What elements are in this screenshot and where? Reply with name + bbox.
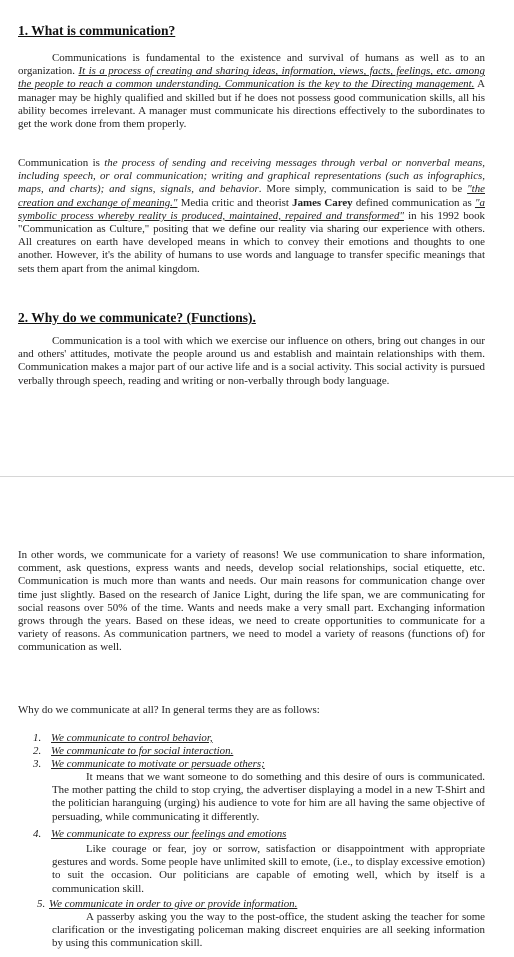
- inline-link-quote[interactable]: "the creation and exchange of meaning.": [18, 183, 485, 209]
- list-item: [33, 828, 286, 841]
- list-item: [33, 745, 233, 758]
- list-number: 1.: [33, 732, 42, 744]
- paragraph-communication-tool: Communication is a tool with which we exercise our influence on others, bring out changes in our and others' attitudes, motivate the people around us and establish and maintain relationships with them. Communication makes a major part of our active life and is a social activity. This social activity is pursued verbally through speech, reading and writing or non-verbally through body language.: [18, 335, 485, 387]
- inline-link-definition[interactable]: It is a process of creating and sharing ideas, information, views, facts, feelings, etc. among the people to reach a common understanding. Communication is the key to the Directing management.: [18, 65, 485, 91]
- paragraph-text: . More simply, communication is said to be: [258, 183, 463, 196]
- list-item-description: A passerby asking you the way to the post-office, the student asking the teacher for some clarification or the investigating policeman making discreet enquiries are all seeking information by using this communication skill.: [52, 911, 485, 950]
- list-item-description: It means that we want someone to do something and this desire of ours is communicated. The mother patting the child to stop crying, the advertiser displaying a model in a new T-Shirt and the politician haranguing (urging) his audience to vote for him are all having the same objective of persuading, while communicating it differently.: [52, 771, 485, 823]
- list-item: [37, 898, 297, 911]
- list-item-description: Like courage or fear, joy or sorrow, satisfaction or disappointment with appropriate gestures and words. Some people have unlimited skill to emote, (i.e., to display excessive emotion) to suit the occasion. Our politicians are capable of emoting well, which by itself is a communication skill.: [52, 843, 485, 895]
- list-number: 2.: [33, 745, 42, 757]
- list-link[interactable]: We communicate to motivate or persuade others;: [51, 758, 265, 770]
- list-link[interactable]: We communicate to control behavior,: [51, 732, 213, 744]
- document-page-2: [0, 477, 514, 957]
- paragraph-text: Communications is fundamental to the existence and survival of humans as well as to an organization.: [18, 52, 485, 78]
- list-number: 3.: [33, 758, 42, 770]
- list-link[interactable]: We communicate in order to give or provide information.: [49, 898, 298, 910]
- list-link[interactable]: We communicate to express our feelings and emotions: [51, 828, 287, 840]
- paragraph-text: A manager may be highly qualified and skilled but if he does not possess good communication skills, all his ability becomes irrelevant. A manager must communicate his directions effectively to the subordinates to get the work done from them properly.: [18, 78, 486, 131]
- list-item: [33, 732, 213, 745]
- section-heading-what-is-communication: 1. What is communication?: [18, 23, 176, 38]
- paragraph-communication-definition: [18, 157, 485, 276]
- paragraph-text: in his 1992 book "Communication as Culture," positing that we define our reality via sharing our experience with others. All creatures on earth have developed means in which to convey their emotions and thoughts to one another. However, it's the ability of humans to use words and language to transfer specific meanings that sets them apart from the animal kingdom.: [18, 209, 486, 275]
- document-page-1: [0, 0, 514, 476]
- paragraph-communication-intro: [18, 52, 485, 131]
- italic-definition: the process of sending and receiving messages through verbal or nonverbal means, including speech, or oral communication; writing and graphical representations (such as infographics, maps, and charts); and signs, signals, and behavior: [18, 157, 485, 196]
- list-intro: Why do we communicate at all? In general terms they are as follows:: [18, 704, 320, 716]
- section-heading-why-communicate: 2. Why do we communicate? (Functions).: [18, 310, 256, 325]
- paragraph-text: Communication is: [18, 157, 100, 169]
- author-name: James Carey: [292, 196, 353, 209]
- paragraph-text: Media critic and theorist: [180, 196, 289, 209]
- list-item: [33, 758, 265, 771]
- paragraph-other-words: In other words, we communicate for a variety of reasons! We use communication to share information, comment, ask questions, express wants and needs, develop social relationships, social etiquette, etc. Communication is much more than wants and needs. Our main reasons for communication change over time just slightly. Based on the research of Janice Light, during the life span, we are communicating for social reasons over 50% of the time. Wants and needs make a very small part. Exchanging information grows through the years. Based on these ideas, we need to create opportunities to communicate for a variety of reasons. As communication partners, we need to model a variety of reasons (functions of) for communication as well.: [18, 549, 485, 654]
- inline-link-quote[interactable]: "a symbolic process whereby reality is produced, maintained, repaired and transformed": [18, 196, 485, 222]
- list-number: 5.: [37, 898, 46, 910]
- list-link[interactable]: We communicate to for social interaction.: [51, 745, 234, 757]
- paragraph-text: defined communication as: [355, 196, 472, 209]
- list-number: 4.: [33, 828, 42, 840]
